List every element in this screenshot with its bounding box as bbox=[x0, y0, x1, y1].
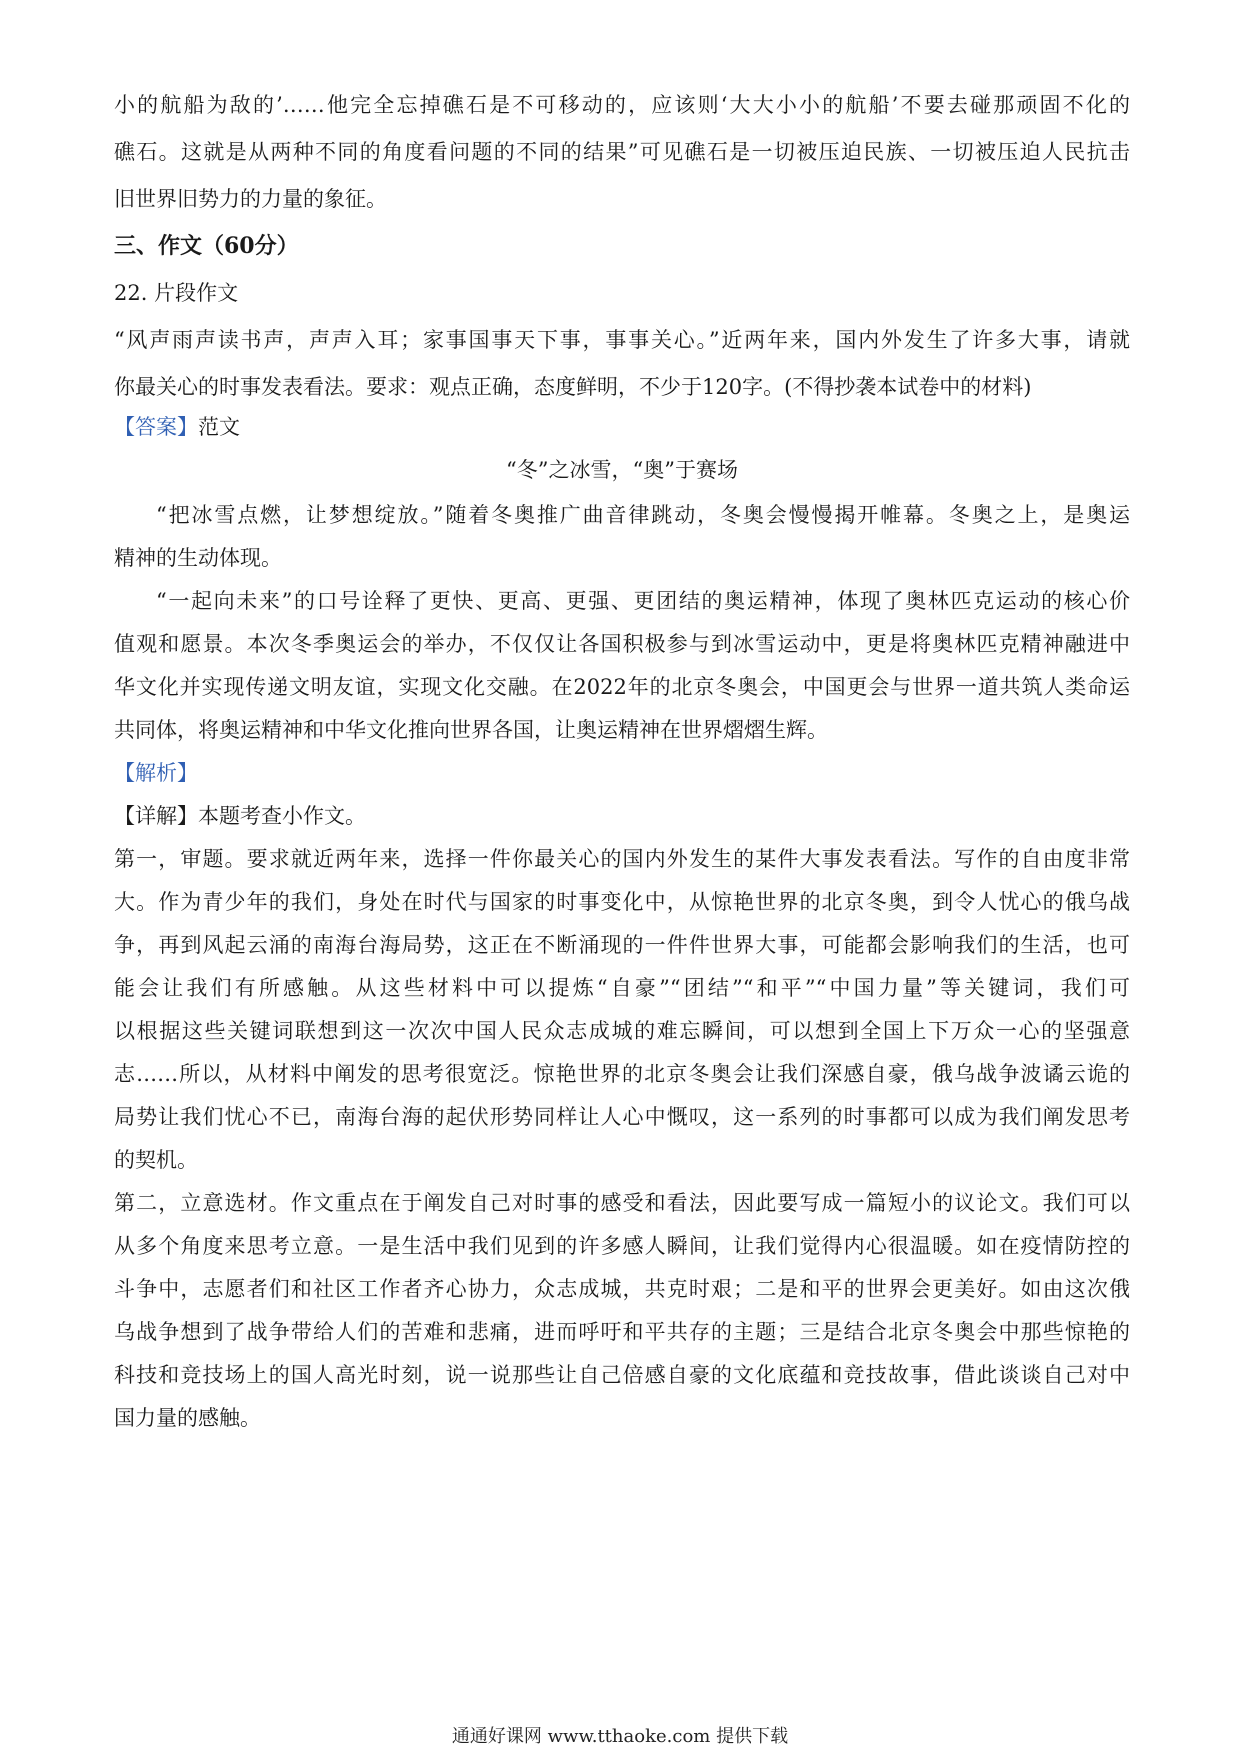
prompt-line: “风声雨声读书声，声声入耳；家事国事天下事，事事关心。”近两年来，国内外发生了许多大事，请就 bbox=[114, 328, 1130, 352]
detail-line: 第二，立意选材。作文重点在于阐发自己对时事的感受和看法，因此要写成一篇短小的议论文。我们可以 bbox=[114, 1191, 1130, 1215]
detail-line: 以根据这些关键词联想到这一次次中国人民众志成城的难忘瞬间，可以想到全国上下万众一心的坚强意 bbox=[114, 1019, 1130, 1043]
essay-line: “把冰雪点燃，让梦想绽放。”随着冬奥推广曲音律跳动，冬奥会慢慢揭开帷幕。冬奥之上，是奥运 bbox=[156, 503, 1130, 527]
answer-row bbox=[114, 412, 1130, 442]
detail-line: 大。作为青少年的我们，身处在时代与国家的时事变化中，从惊艳世界的北京冬奥，到令人忧心的俄乌战 bbox=[114, 890, 1130, 914]
paragraph-line: 旧世界旧势力的力量的象征。 bbox=[114, 187, 387, 211]
answer-label: 范文 bbox=[198, 415, 240, 439]
section-heading: 三、作文（60分） bbox=[114, 233, 299, 259]
prompt-line: 你最关心的时事发表看法。要求：观点正确，态度鲜明，不少于120字。(不得抄袭本试卷中的材料) bbox=[114, 375, 1032, 399]
paragraph-line: 小的航船为敌的’……他完全忘掉礁石是不可移动的，应该则‘大大小小的航船’不要去碰那顽固不化的 bbox=[114, 93, 1130, 117]
detail-line: 志……所以，从材料中阐发的思考很宽泛。惊艳世界的北京冬奥会让我们深感自豪，俄乌战争波谲云诡的 bbox=[114, 1062, 1130, 1086]
question-number: 22. 片段作文 bbox=[114, 281, 239, 305]
detail-line: 斗争中，志愿者们和社区工作者齐心协力，众志成城，共克时艰；二是和平的世界会更美好。如由这次俄 bbox=[114, 1277, 1130, 1301]
analysis-tag: 【解析】 bbox=[114, 761, 198, 785]
essay-line: 共同体，将奥运精神和中华文化推向世界各国，让奥运精神在世界熠熠生辉。 bbox=[114, 718, 828, 742]
paragraph-line: 礁石。这就是从两种不同的角度看问题的不同的结果”可见礁石是一切被压迫民族、一切被压迫人民抗击 bbox=[114, 140, 1130, 164]
detail-line: 的契机。 bbox=[114, 1148, 198, 1172]
detail-line: 国力量的感触。 bbox=[114, 1406, 261, 1430]
essay-line: 值观和愿景。本次冬季奥运会的举办，不仅仅让各国积极参与到冰雪运动中，更是将奥林匹克精神融进中 bbox=[114, 632, 1130, 656]
detail-line: 科技和竞技场上的国人高光时刻，说一说那些让自己倍感自豪的文化底蕴和竞技故事，借此谈谈自己对中 bbox=[114, 1363, 1130, 1387]
detail-line: 第一，审题。要求就近两年来，选择一件你最关心的国内外发生的某件大事发表看法。写作的自由度非常 bbox=[114, 847, 1130, 871]
answer-tag: 【答案】 bbox=[114, 415, 198, 439]
detail-line: 局势让我们忧心不已，南海台海的起伏形势同样让人心中慨叹，这一系列的时事都可以成为我们阐发思考 bbox=[114, 1105, 1130, 1129]
essay-title: “冬”之冰雪，“奥”于赛场 bbox=[506, 458, 738, 482]
detail-label: 【详解】本题考查小作文。 bbox=[114, 804, 366, 828]
detail-line: 乌战争想到了战争带给人们的苦难和悲痛，进而呼吁和平共存的主题；三是结合北京冬奥会中那些惊艳的 bbox=[114, 1320, 1130, 1344]
essay-line: “一起向未来”的口号诠释了更快、更高、更强、更团结的奥运精神，体现了奥林匹克运动的核心价 bbox=[156, 589, 1130, 613]
essay-line: 华文化并实现传递文明友谊，实现文化交融。在2022年的北京冬奥会，中国更会与世界一道共筑人类命运 bbox=[114, 675, 1130, 699]
detail-line: 从多个角度来思考立意。一是生活中我们见到的许多感人瞬间，让我们觉得内心很温暖。如在疫情防控的 bbox=[114, 1234, 1130, 1258]
page-footer: 通通好课网 www.tthaoke.com 提供下载 bbox=[451, 1726, 789, 1747]
detail-line: 能会让我们有所感触。从这些材料中可以提炼“自豪”“团结”“和平”“中国力量”等关键词，我们可 bbox=[114, 976, 1130, 1000]
detail-line: 争，再到风起云涌的南海台海局势，这正在不断涌现的一件件世界大事，可能都会影响我们的生活，也可 bbox=[114, 933, 1130, 957]
essay-line: 精神的生动体现。 bbox=[114, 546, 282, 570]
